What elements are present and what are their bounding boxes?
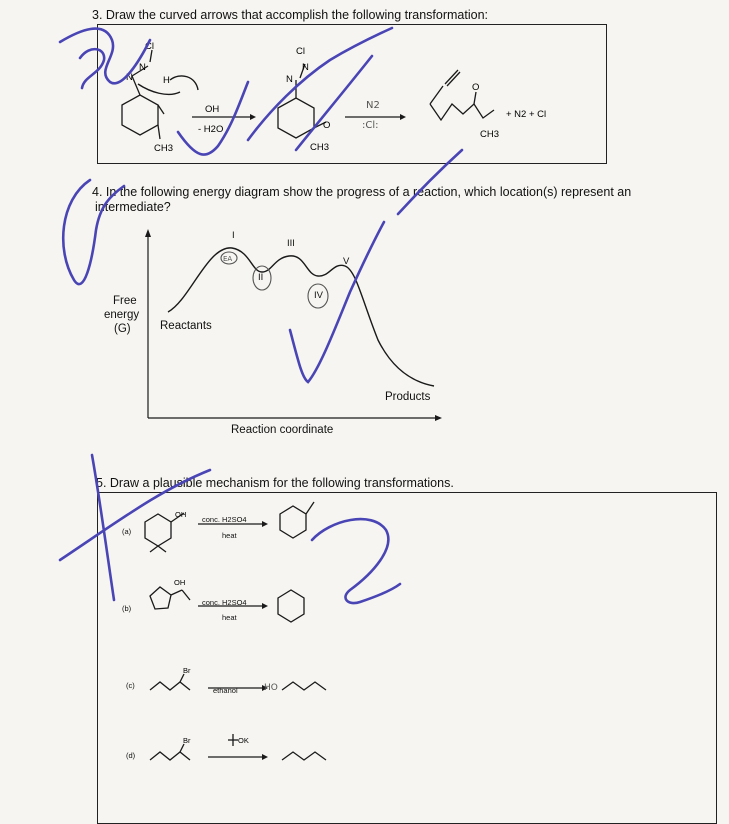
hw-cl-ion: :Cl: [362, 120, 379, 131]
ink-stroke-hook [312, 519, 400, 603]
y-axis-label-3: (G) [114, 323, 131, 335]
q4-prompt-line2: intermediate? [95, 200, 171, 214]
y-axis-label-1: Free [113, 295, 137, 307]
q5b-product [278, 590, 304, 622]
point-label-1: I [232, 230, 235, 241]
part-a-reagent: conc. H2SO4 [202, 515, 247, 524]
part-c-reagent: ethanol [213, 686, 238, 695]
ink-stroke-slash [398, 150, 462, 214]
ink-stroke-loop [63, 180, 124, 284]
q5a-product [280, 506, 306, 538]
part-a-condition: heat [222, 531, 237, 540]
point-label-4: IV [314, 290, 323, 301]
ink-stroke-check [178, 82, 248, 155]
q5c-br: Br [183, 666, 191, 675]
q3-oh: OH [205, 104, 220, 115]
point-label-5: V [343, 256, 350, 267]
point-label-2: II [258, 272, 264, 283]
q5-prompt: 5. Draw a plausible mechanism for the following transformations. [96, 476, 454, 490]
q3-n-plus-2: N [286, 74, 293, 85]
q3-h-1: H [163, 75, 170, 86]
products-label: Products [385, 391, 431, 403]
circle-point-4 [308, 284, 328, 308]
q3-byproducts: + N2 + Cl [506, 109, 547, 120]
q3-o-ketone: O [472, 82, 480, 93]
x-axis-label: Reaction coordinate [231, 424, 334, 436]
part-b-condition: heat [222, 613, 237, 622]
q3-n-1: N [139, 62, 146, 73]
q5d-product [282, 752, 326, 760]
q5c-chain [150, 682, 190, 690]
hw-ea: EA [223, 255, 233, 263]
ink-stroke-x-2 [92, 455, 114, 600]
q3-o-minus: O [323, 120, 331, 131]
q3-ring-2 [278, 98, 314, 138]
q5a-ring [145, 514, 171, 546]
q5b-oh: OH [174, 578, 186, 587]
q3-n-plus-1: N [126, 72, 133, 83]
q5d-chain [150, 752, 190, 760]
reactants-label: Reactants [160, 320, 212, 332]
q5a-oh: OH [175, 510, 187, 519]
q5d-reagent: OK [238, 736, 249, 745]
q3-curved-arrow-1 [138, 84, 180, 94]
q3-cl-2: Cl [296, 46, 305, 57]
ink-stroke-x-1 [60, 470, 210, 560]
q4-prompt-line1: 4. In the following energy diagram show the progress of a reaction, which location(s) represent an [92, 185, 632, 199]
part-c-tag: (c) [126, 681, 135, 690]
ink-stroke-v [290, 222, 384, 382]
energy-curve [168, 248, 434, 386]
q3-prompt: 3. Draw the curved arrows that accomplish the following transformation: [92, 8, 489, 22]
q3-n-2: N [302, 62, 309, 73]
part-a-tag: (a) [122, 527, 132, 536]
q5d-br: Br [183, 736, 191, 745]
q3-curved-arrow-2 [170, 76, 198, 90]
q5b-ring [150, 587, 171, 609]
hw-ho: HO [264, 683, 278, 693]
part-b-tag: (b) [122, 604, 132, 613]
q5c-product [282, 682, 326, 690]
part-b-reagent: conc. H2SO4 [202, 598, 247, 607]
y-axis-label-2: energy [104, 309, 140, 321]
q3-ch3-3: CH3 [480, 129, 500, 140]
circle-point-2 [253, 266, 271, 290]
q3-product-chain [430, 104, 494, 120]
hw-n2: N2 [366, 100, 380, 111]
q3-ch3-1: CH3 [154, 143, 174, 154]
point-label-3: III [287, 238, 295, 249]
q3-ch3-2: CH3 [310, 142, 330, 153]
q3-cl-1: Cl [145, 41, 154, 52]
q3-minus-h2o: - H2O [198, 124, 224, 135]
ink-stroke-top-2 [80, 49, 104, 88]
part-d-tag: (d) [126, 751, 136, 760]
q3-ring-1 [122, 95, 158, 135]
